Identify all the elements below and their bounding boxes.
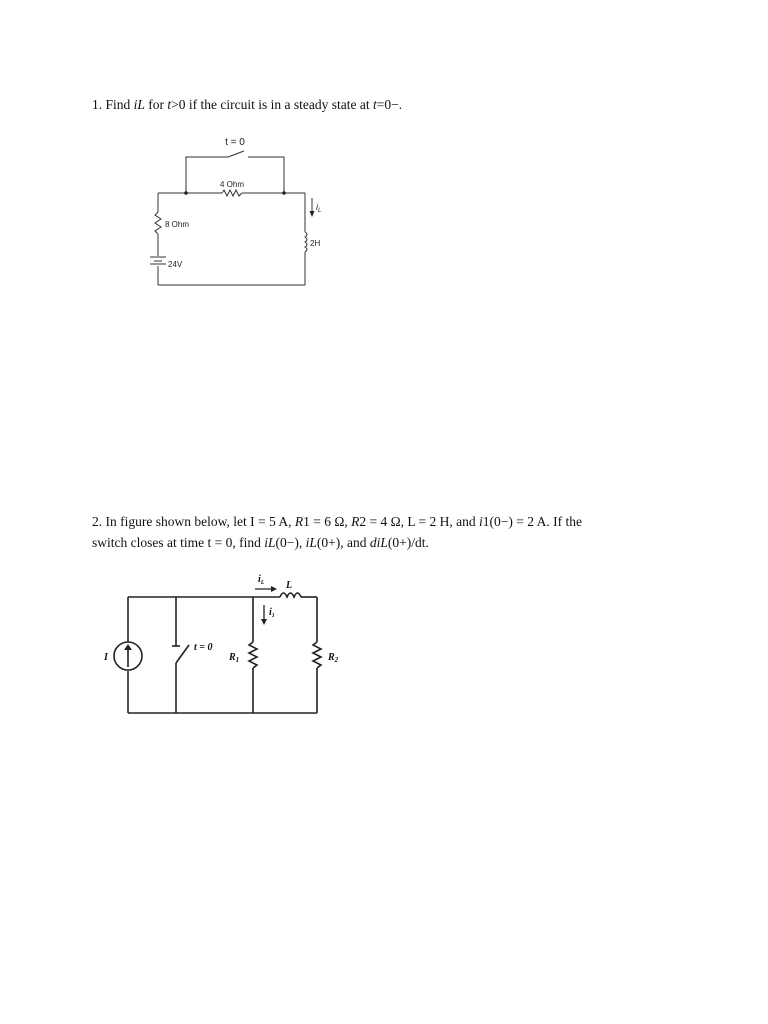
problem-2-var-dil: diL	[369, 535, 388, 550]
problem-1-part: >0 if the circuit is in a steady state at	[171, 97, 373, 112]
circuit-2-i1-label	[269, 607, 275, 619]
problem-1-part: for	[144, 97, 168, 112]
circuit-2-i1-arrowhead	[261, 619, 267, 625]
circuit-1-resistor-4ohm-label: 4 Ohm	[219, 180, 245, 189]
circuit-2-r2-label	[327, 652, 339, 664]
problem-1-var-t: t	[372, 97, 377, 112]
circuit-2-r2-symbol: R	[328, 652, 335, 663]
circuit-1-current-symbol: i	[316, 202, 318, 212]
problem-2-part: 2. In figure shown below, let I = 5 A,	[92, 514, 295, 529]
problem-2-part: switch closes at time t = 0, find	[92, 535, 265, 550]
problem-2-var-i: i	[479, 514, 483, 529]
circuit-2-r1-subscript: 1	[235, 656, 240, 664]
circuit-2-il-subscript: L	[260, 580, 265, 586]
circuit-2-resistor-r2	[313, 642, 321, 668]
circuit-2-il-arrowhead	[271, 586, 277, 592]
circuit-1-current-subscript: L	[318, 208, 322, 214]
circuit-2-il-label	[258, 574, 265, 586]
circuit-2-inductor	[280, 593, 301, 597]
circuit-2-resistor-r1	[249, 642, 257, 668]
problem-2-part: (0+), and	[316, 535, 370, 550]
circuit-2-inductor-label: L	[286, 580, 293, 591]
circuit-1-switch-label: t = 0	[225, 137, 245, 148]
problem-1-part: =0−.	[376, 97, 403, 112]
problem-2-var-il: iL	[305, 535, 317, 550]
circuit-2-i1-subscript: 1	[271, 613, 275, 619]
circuit-2-il-symbol: i	[258, 574, 261, 585]
circuit-2-r1-symbol: R	[229, 652, 236, 663]
circuit-2-switch-blade	[176, 645, 189, 663]
circuit-1-source-label: 24V	[168, 260, 183, 269]
problem-1-var-il: iL	[133, 97, 145, 112]
circuit-2-r1-label	[228, 652, 239, 664]
circuit-2-switch-label: t = 0	[194, 642, 213, 653]
circuit-1-resistor-8ohm-label: 8 Ohm	[165, 220, 190, 229]
problem-2-var-r: R	[351, 514, 360, 529]
circuit-2-r2-subscript: 2	[334, 656, 339, 664]
problem-2-part: 1 = 6 Ω,	[303, 514, 352, 529]
problem-2-part: 2 = 4 Ω, L = 2 H, and	[359, 514, 479, 529]
problem-1-part: 1. Find	[92, 97, 134, 112]
circuit-2-source-label: I	[104, 652, 108, 663]
problem-1-var-t: t	[167, 97, 172, 112]
problem-2-var-r: R	[294, 514, 304, 529]
problem-2-part: (0+)/dt.	[387, 535, 429, 550]
problem-2-var-il: iL	[264, 535, 276, 550]
problem-2-part: (0−),	[275, 535, 306, 550]
circuit-1-inductor-label: 2H	[310, 239, 321, 248]
circuit-2-i1-symbol: i	[269, 607, 272, 618]
problem-2-part: 1(0−) = 2 A. If the	[482, 514, 582, 529]
circuit-2-source-arrowhead	[124, 644, 132, 650]
